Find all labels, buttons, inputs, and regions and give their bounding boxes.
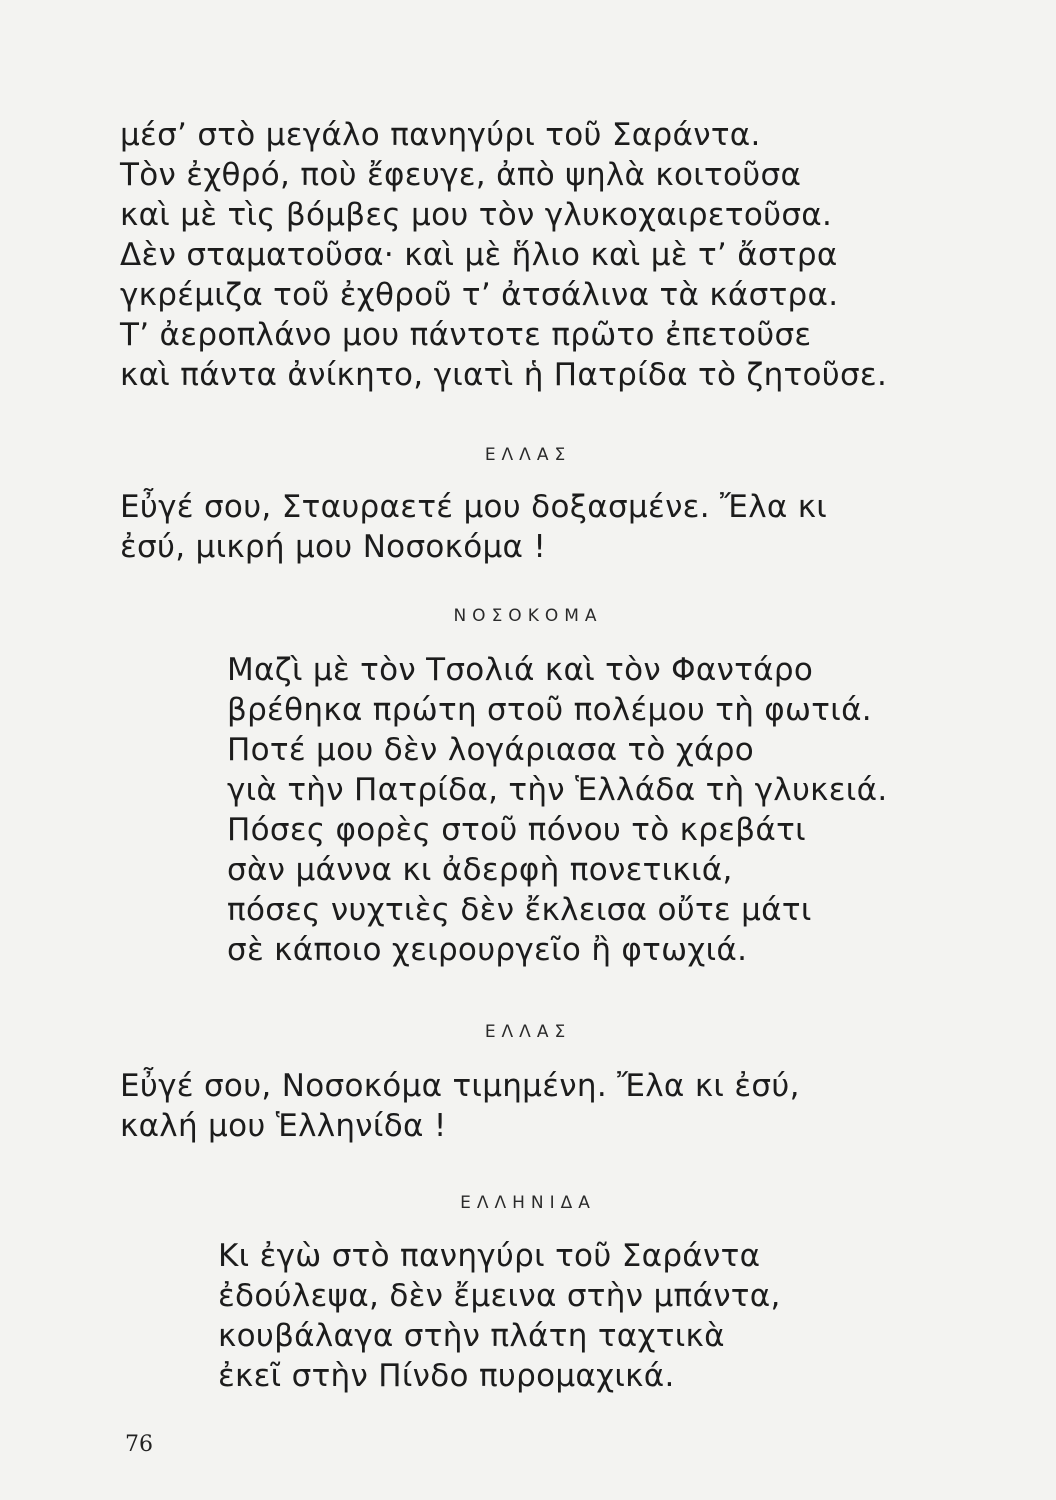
verse-line: σὲ κάποιο χειρουργεῖο ἢ φτωχιά.: [227, 932, 748, 968]
verse-line: μέσ’ στὸ μεγάλο πανηγύρι τοῦ Σαράντα.: [120, 117, 761, 153]
verse-line: Τὸν ἐχθρό, ποὺ ἔφευγε, ἀπὸ ψηλὰ κοιτοῦσα: [120, 157, 802, 193]
verse-line: σὰν μάννα κι ἀδερφὴ πονετικιά,: [227, 852, 733, 888]
ellas-reply: [120, 1066, 800, 1146]
verse-line: Ποτέ μου δὲν λογάριασα τὸ χάρο: [227, 732, 755, 768]
verse-line: Τ’ ἀεροπλάνο μου πάντοτε πρῶτο ἐπετοῦσε: [120, 317, 812, 353]
speaker-heading: ΕΛΛΑΣ: [484, 445, 572, 465]
verse-line: βρέθηκα πρώτη στοῦ πολέμου τὴ φωτιά.: [227, 692, 872, 728]
verse-line: κουβάλαγα στὴν πλάτη ταχτικὰ: [218, 1318, 725, 1354]
prose-line: καλή μου Ἑλληνίδα !: [120, 1108, 447, 1144]
ellas-reply: [120, 487, 827, 567]
prose-line: Εὖγέ σου, Νοσοκόμα τιμημένη. Ἔλα κι ἐσύ,: [120, 1068, 800, 1104]
verse-line: ἐδούλεψα, δὲν ἔμεινα στὴν μπάντα,: [218, 1278, 781, 1314]
verse-line: Δὲν σταματοῦσα· καὶ μὲ ἥλιο καὶ μὲ τ’ ἄστρα: [120, 237, 838, 273]
verse-line: πόσες νυχτιὲς δὲν ἔκλεισα οὔτε μάτι: [227, 892, 812, 928]
page-number: 76: [125, 1432, 153, 1457]
verse-line: Πόσες φορὲς στοῦ πόνου τὸ κρεβάτι: [227, 812, 806, 848]
nurse-verse: [227, 650, 888, 970]
verse-line: Μαζὶ μὲ τὸν Τσολιά καὶ τὸν Φαντάρο: [227, 652, 814, 688]
verse-line: γκρέμιζα τοῦ ἐχθροῦ τ’ ἀτσάλινα τὰ κάστρα.: [120, 277, 839, 313]
verse-line: ἐκεῖ στὴν Πίνδο πυρομαχικά.: [218, 1358, 675, 1394]
speaker-heading: ΕΛΛΑΣ: [484, 1022, 572, 1042]
verse-line: καὶ μὲ τὶς βόμβες μου τὸν γλυκοχαιρετοῦσα.: [120, 197, 833, 233]
prose-line: Εὖγέ σου, Σταυραετέ μου δοξασμένε. Ἔλα κι: [120, 489, 828, 525]
verse-line: γιὰ τὴν Πατρίδα, τὴν Ἑλλάδα τὴ γλυκειά.: [227, 772, 888, 808]
verse-line: καὶ πάντα ἀνίκητο, γιατὶ ἡ Πατρίδα τὸ ζητοῦσε.: [120, 357, 888, 393]
opening-verse: [120, 115, 887, 395]
hellenida-verse: [218, 1236, 781, 1396]
speaker-heading: ΕΛΛΗΝΙΔΑ: [460, 1193, 596, 1213]
verse-line: Κι ἐγὼ στὸ πανηγύρι τοῦ Σαράντα: [218, 1238, 761, 1274]
speaker-heading: ΝΟΣΟΚΟΜΑ: [453, 606, 603, 626]
prose-line: ἐσύ, μικρή μου Νοσοκόμα !: [120, 529, 547, 565]
